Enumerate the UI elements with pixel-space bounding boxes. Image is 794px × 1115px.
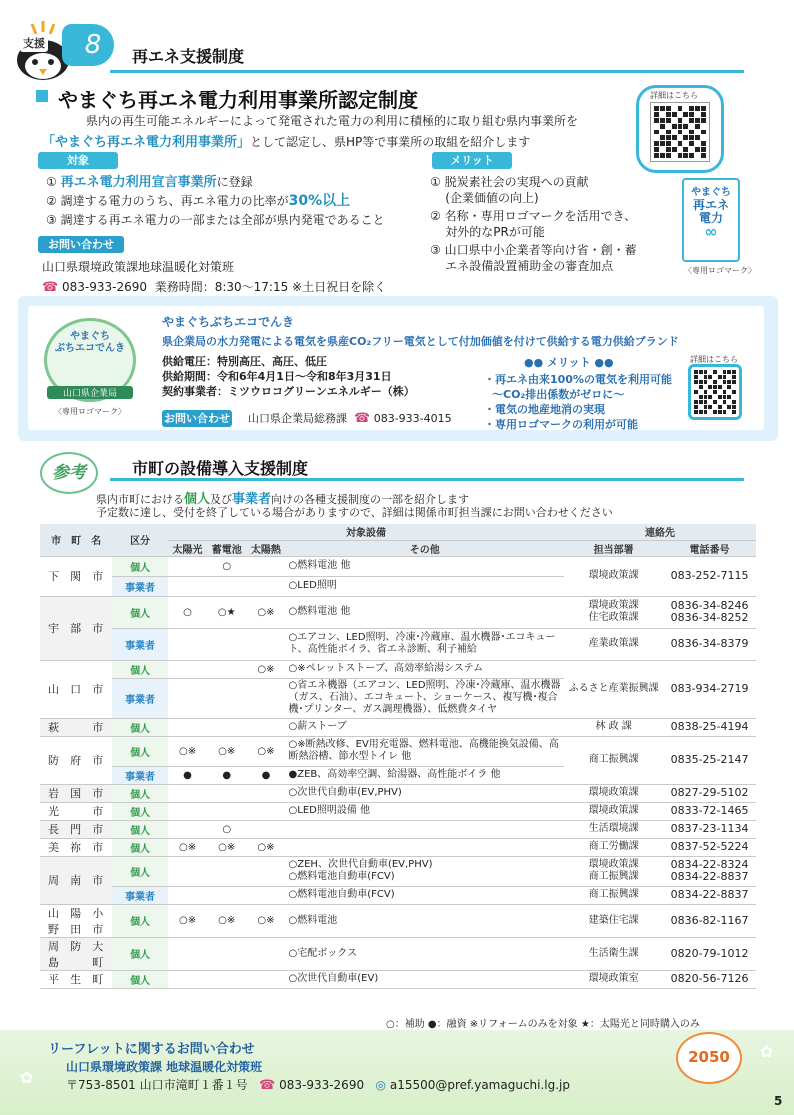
merit-item-2: ② 名称・専用ロゴマークを活用でき、 対外的なPRが可能 bbox=[430, 209, 637, 239]
solar-mark bbox=[168, 678, 207, 718]
solar-mark bbox=[168, 820, 207, 838]
merit-label: メリット bbox=[432, 152, 512, 169]
intro-rest: として認定し、県HP等で事業所の取組を紹介します bbox=[250, 135, 531, 149]
merit-item-1: ① 脱炭素社会の実現への貢献 (企業価値の向上) bbox=[430, 175, 589, 205]
battery-mark bbox=[207, 937, 246, 970]
footer-title: リーフレットに関するお問い合わせ bbox=[48, 1042, 255, 1057]
table-row bbox=[40, 556, 756, 576]
battery-mark: ○ bbox=[207, 556, 246, 576]
eco-logo-caption: 〈専用ロゴマーク〉 bbox=[54, 407, 126, 416]
phone-number: 0820-79-1012 bbox=[663, 937, 756, 970]
solar-heat-mark bbox=[246, 802, 285, 820]
target-item-1: ① 再エネ電力利用宣言事業所に登録 bbox=[46, 175, 253, 190]
flower-icon: ✿ bbox=[760, 1042, 774, 1061]
solar-mark bbox=[168, 718, 207, 736]
phone-number: 083-252-7115 bbox=[663, 556, 756, 596]
table-row bbox=[40, 802, 756, 820]
solar-heat-mark bbox=[246, 886, 285, 904]
page-title: やまぐち再エネ電力利用事業所認定制度 bbox=[58, 88, 418, 112]
battery-mark bbox=[207, 660, 246, 678]
solar-heat-mark: ○※ bbox=[246, 596, 285, 628]
category-cell: 個人 bbox=[112, 596, 168, 628]
solar-heat-mark: ○※ bbox=[246, 736, 285, 766]
th-dept: 担当部署 bbox=[564, 540, 663, 556]
solar-heat-mark: ○※ bbox=[246, 838, 285, 856]
logo-caption: 〈専用ロゴマーク〉 bbox=[684, 266, 756, 275]
battery-mark: ○★ bbox=[207, 596, 246, 628]
solar-mark bbox=[168, 660, 207, 678]
footer-phone[interactable]: 083-933-2690 bbox=[279, 1078, 365, 1092]
mail-icon: ◎ bbox=[375, 1078, 387, 1092]
solar-heat-mark: ● bbox=[246, 766, 285, 784]
city-name: 宇部市 bbox=[40, 596, 112, 660]
battery-mark bbox=[207, 802, 246, 820]
city-name: 美祢市 bbox=[40, 838, 112, 856]
solar-mark bbox=[168, 970, 207, 988]
city-name: 周南市 bbox=[40, 856, 112, 904]
th-battery: 蓄電池 bbox=[207, 540, 246, 556]
table-row bbox=[40, 628, 756, 660]
renewable-logo: やまぐち 再エネ 電力 ∞ bbox=[682, 178, 740, 262]
solar-mark bbox=[168, 576, 207, 596]
solar-mark: ○ bbox=[168, 596, 207, 628]
solar-heat-mark bbox=[246, 556, 285, 576]
battery-mark: ○ bbox=[207, 820, 246, 838]
table-row bbox=[40, 856, 756, 886]
other-equipment: ○燃料電池 他 bbox=[286, 556, 565, 576]
category-cell: 個人 bbox=[112, 736, 168, 766]
reference-note: 予定数に達し、受付を終了している場合がありますので、詳細は関係市町担当課にお問い合わせください bbox=[96, 506, 613, 519]
department: 環境政策課 住宅政策課 bbox=[564, 596, 663, 628]
department: ふるさと産業振興課 bbox=[564, 660, 663, 718]
city-name: 山口市 bbox=[40, 660, 112, 718]
category-cell: 個人 bbox=[112, 970, 168, 988]
solar-mark bbox=[168, 856, 207, 886]
th-city: 市 町 名 bbox=[40, 524, 112, 556]
reference-badge: 参考 bbox=[40, 452, 98, 494]
page-number: 5 bbox=[774, 1094, 783, 1108]
category-cell: 個人 bbox=[112, 904, 168, 937]
intro-text-2 bbox=[42, 131, 530, 150]
phone-number: 0834-22-8837 bbox=[663, 886, 756, 904]
target-item-3: ③ 調達する再エネ電力の一部または全部が県内発電であること bbox=[46, 213, 385, 227]
support-label: 支援 bbox=[20, 34, 48, 52]
solar-mark bbox=[168, 628, 207, 660]
table-row bbox=[40, 886, 756, 904]
other-equipment: ○※断熱改修、EV用充電器、燃料電池、高機能換気設備、高断熱浴槽、節水型トイレ 他 bbox=[286, 736, 565, 766]
table-row bbox=[40, 660, 756, 678]
table-row bbox=[40, 718, 756, 736]
battery-mark: ● bbox=[207, 766, 246, 784]
intro-highlight: 「やまぐち再エネ電力利用事業所」 bbox=[42, 135, 251, 150]
eco-qr-code-icon[interactable] bbox=[688, 364, 742, 420]
inquiry-hours: 業務時間：8:30～17:15 ※土日祝日を除く bbox=[154, 280, 387, 294]
solar-heat-mark bbox=[246, 576, 285, 596]
target-item-2: ② 調達する電力のうち、再エネ電力の比率が30%以上 bbox=[46, 193, 351, 209]
other-equipment: ●ZEB、高効率空調、給湯器、高性能ボイラ 他 bbox=[286, 766, 565, 784]
department: 産業政策課 bbox=[564, 628, 663, 660]
battery-mark bbox=[207, 856, 246, 886]
solar-mark: ○※ bbox=[168, 736, 207, 766]
footer-contact: 〒753-8501 山口市滝町１番１号 ☎ 083-933-2690 ◎ a15500@pref.yamaguchi.lg.jp bbox=[66, 1078, 571, 1093]
table-row bbox=[40, 784, 756, 802]
battery-mark bbox=[207, 628, 246, 660]
department: 建築住宅課 bbox=[564, 904, 663, 937]
battery-mark bbox=[207, 784, 246, 802]
eco-title: やまぐちぶちエコでんき bbox=[162, 315, 295, 329]
department: 環境政策課 bbox=[564, 802, 663, 820]
battery-mark: ○※ bbox=[207, 904, 246, 937]
category-cell: 個人 bbox=[112, 718, 168, 736]
section-title: 再エネ支援制度 bbox=[132, 47, 245, 66]
title-square-icon bbox=[36, 90, 48, 102]
solar-heat-mark: ○※ bbox=[246, 904, 285, 937]
table-row bbox=[40, 970, 756, 988]
solar-mark bbox=[168, 556, 207, 576]
logo-symbol-icon: ∞ bbox=[704, 222, 718, 241]
category-cell: 個人 bbox=[112, 556, 168, 576]
other-equipment: ○次世代自動車(EV,PHV) bbox=[286, 784, 565, 802]
phone-number: 0837-23-1134 bbox=[663, 820, 756, 838]
city-name: 長門市 bbox=[40, 820, 112, 838]
th-heat: 太陽熱 bbox=[246, 540, 285, 556]
category-cell: 事業者 bbox=[112, 678, 168, 718]
city-name: 周防大島町 bbox=[40, 937, 112, 970]
phone-number: 0827-29-5102 bbox=[663, 784, 756, 802]
battery-mark bbox=[207, 718, 246, 736]
th-solar: 太陽光 bbox=[168, 540, 207, 556]
battery-mark bbox=[207, 886, 246, 904]
phone-number: 0834-22-8324 0834-22-8837 bbox=[663, 856, 756, 886]
battery-mark: ○※ bbox=[207, 838, 246, 856]
eco-logo-band: 山口県企業局 bbox=[47, 386, 133, 399]
section-divider bbox=[110, 70, 744, 73]
city-name: 下関市 bbox=[40, 556, 112, 596]
th-tel: 電話番号 bbox=[663, 540, 756, 556]
battery-mark: ○※ bbox=[207, 736, 246, 766]
table-row bbox=[40, 937, 756, 970]
phone-number: 0820-56-7126 bbox=[663, 970, 756, 988]
category-cell: 個人 bbox=[112, 660, 168, 678]
phone-number: 0837-52-5224 bbox=[663, 838, 756, 856]
department: 生活衛生課 bbox=[564, 937, 663, 970]
solar-mark bbox=[168, 886, 207, 904]
department: 生活環境課 bbox=[564, 820, 663, 838]
solar-heat-mark bbox=[246, 718, 285, 736]
city-name: 山陽小野田市 bbox=[40, 904, 112, 937]
phone-number: 083-934-2719 bbox=[663, 660, 756, 718]
th-other: その他 bbox=[286, 540, 565, 556]
category-cell: 個人 bbox=[112, 820, 168, 838]
phone-number: 0836-34-8379 bbox=[663, 628, 756, 660]
solar-mark bbox=[168, 802, 207, 820]
solar-heat-mark bbox=[246, 678, 285, 718]
eco-subtitle: 県企業局の水力発電による電気を県産CO₂フリー電気として付加価値を付けて供給する電力供給ブランド bbox=[162, 335, 679, 348]
city-name: 平生町 bbox=[40, 970, 112, 988]
other-equipment: ○燃料電池 bbox=[286, 904, 565, 937]
inquiry-org: 山口県環境政策課地球温暖化対策班 bbox=[42, 260, 235, 274]
solar-heat-mark bbox=[246, 856, 285, 886]
battery-mark bbox=[207, 970, 246, 988]
department: 林 政 課 bbox=[564, 718, 663, 736]
table-row bbox=[40, 736, 756, 766]
other-equipment: ○省エネ機器（エアコン、LED照明、冷凍･冷蔵庫、温水機器（ガス、石油）、エコキュート、ショーケース、複写機･複合機･プリンター、ガス調理機器）、低燃費タイヤ bbox=[286, 678, 565, 718]
reference-divider bbox=[110, 478, 744, 481]
category-cell: 事業者 bbox=[112, 886, 168, 904]
battery-mark bbox=[207, 576, 246, 596]
table-row bbox=[40, 838, 756, 856]
table-row bbox=[40, 904, 756, 937]
other-equipment: ○ZEH、次世代自動車(EV,PHV) ○燃料電池自動車(FCV) bbox=[286, 856, 565, 886]
solar-mark: ○※ bbox=[168, 838, 207, 856]
footer-email[interactable]: a15500@pref.yamaguchi.lg.jp bbox=[389, 1078, 571, 1092]
solar-heat-mark bbox=[246, 970, 285, 988]
solar-mark: ○※ bbox=[168, 904, 207, 937]
category-cell: 個人 bbox=[112, 838, 168, 856]
city-name: 萩市 bbox=[40, 718, 112, 736]
category-cell: 事業者 bbox=[112, 766, 168, 784]
eco-qr-label: 詳細はこちら bbox=[690, 355, 738, 364]
department: 商工振興課 bbox=[564, 736, 663, 784]
category-cell: 事業者 bbox=[112, 628, 168, 660]
support-number-badge: 8 bbox=[62, 24, 114, 66]
battery-mark bbox=[207, 678, 246, 718]
other-equipment bbox=[286, 820, 565, 838]
solar-heat-mark: ○※ bbox=[246, 660, 285, 678]
department: 環境政策室 bbox=[564, 970, 663, 988]
category-cell: 事業者 bbox=[112, 576, 168, 596]
inquiry-block bbox=[42, 258, 386, 295]
reference-title: 市町の設備導入支援制度 bbox=[132, 459, 309, 478]
inquiry-label: お問い合わせ bbox=[38, 236, 124, 253]
other-equipment: ○燃料電池 他 bbox=[286, 596, 565, 628]
footer-org: 山口県環境政策課 地球温暖化対策班 bbox=[66, 1060, 263, 1074]
department: 環境政策課 bbox=[564, 784, 663, 802]
department: 商工振興課 bbox=[564, 886, 663, 904]
other-equipment: ○薪ストーブ bbox=[286, 718, 565, 736]
phone-number: 0836-34-8246 0836-34-8252 bbox=[663, 596, 756, 628]
merit-item-3: ③ 山口県中小企業者等向け省・創・蓄 エネ設備設置補助金の審査加点 bbox=[430, 243, 637, 273]
reference-intro: 県内市町における個人及び事業者向けの各種支援制度の一部を紹介します bbox=[96, 492, 470, 507]
other-equipment: ○LED照明 bbox=[286, 576, 565, 596]
subsidy-table bbox=[40, 524, 756, 989]
th-taisho: 対象設備 bbox=[168, 524, 564, 540]
phone-number: 0836-82-1167 bbox=[663, 904, 756, 937]
solar-mark bbox=[168, 937, 207, 970]
carbon-neutral-emblem: 2050 bbox=[676, 1032, 742, 1084]
other-equipment: ○LED照明設備 他 bbox=[286, 802, 565, 820]
eco-specs: 供給電圧：特別高圧、高圧、低圧 供給期間：令和6年4月1日～令和8年3月31日 契約事業者：ミツウロコグリーンエネルギー（株） bbox=[162, 355, 415, 398]
city-name: 光市 bbox=[40, 802, 112, 820]
phone-icon: ☎ bbox=[42, 280, 59, 295]
table-row bbox=[40, 596, 756, 628]
eco-merit-heading: ●● メリット ●● bbox=[524, 356, 614, 369]
category-cell: 個人 bbox=[112, 937, 168, 970]
department: 商工労働課 bbox=[564, 838, 663, 856]
solar-mark: ● bbox=[168, 766, 207, 784]
target-label: 対象 bbox=[38, 152, 118, 169]
th-renraku: 連絡先 bbox=[564, 524, 756, 540]
intro-text: 県内の再生可能エネルギーによって発電された電力の利用に積極的に取り組む県内事業所を bbox=[86, 114, 579, 128]
city-name: 防府市 bbox=[40, 736, 112, 784]
phone-number: 0835-25-2147 bbox=[663, 736, 756, 784]
solar-heat-mark bbox=[246, 937, 285, 970]
eco-denki-logo: やまぐち ぶちエコでんき bbox=[44, 318, 136, 402]
phone-number: 0838-25-4194 bbox=[663, 718, 756, 736]
department: 環境政策課 商工振興課 bbox=[564, 856, 663, 886]
phone-number: 0833-72-1465 bbox=[663, 802, 756, 820]
eco-phone[interactable]: 083-933-4015 bbox=[373, 412, 452, 425]
category-cell: 個人 bbox=[112, 802, 168, 820]
eco-inquiry-label: お問い合わせ bbox=[164, 412, 230, 425]
phone-icon: ☎ bbox=[259, 1078, 276, 1093]
table-row bbox=[40, 820, 756, 838]
eco-merit-list: ・再エネ由来100%の電気を利用可能 〜CO₂排出係数がゼロに〜 ・電気の地産地消の実現 ・専用ロゴマークの利用が可能 bbox=[484, 373, 672, 431]
phone-icon: ☎ bbox=[354, 411, 371, 426]
city-name: 岩国市 bbox=[40, 784, 112, 802]
qr-label: 詳細はこちら bbox=[650, 91, 698, 100]
other-equipment: ○※ペレットストーブ、高効率給湯システム bbox=[286, 660, 565, 678]
flower-icon: ✿ bbox=[20, 1068, 34, 1087]
department: 環境政策課 bbox=[564, 556, 663, 596]
qr-code-icon[interactable] bbox=[650, 102, 710, 162]
inquiry-phone[interactable]: 083-933-2690 bbox=[62, 280, 148, 294]
other-equipment bbox=[286, 838, 565, 856]
other-equipment: ○燃料電池自動車(FCV) bbox=[286, 886, 565, 904]
other-equipment: ○次世代自動車(EV) bbox=[286, 970, 565, 988]
solar-mark bbox=[168, 784, 207, 802]
table-legend: ○：補助 ●：融資 ※リフォームのみを対象 ★：太陽光と同時購入のみ bbox=[386, 1019, 700, 1030]
category-cell: 個人 bbox=[112, 784, 168, 802]
solar-heat-mark bbox=[246, 628, 285, 660]
solar-heat-mark bbox=[246, 784, 285, 802]
category-cell: 個人 bbox=[112, 856, 168, 886]
th-kubun: 区分 bbox=[112, 524, 168, 556]
other-equipment: ○エアコン、LED照明、冷凍･冷蔵庫、温水機器･エコキュート、高性能ボイラ、省エネ診断、利子補給 bbox=[286, 628, 565, 660]
solar-heat-mark bbox=[246, 820, 285, 838]
eco-contact: 山口県企業局総務課 ☎ 083-933-4015 bbox=[248, 411, 452, 426]
other-equipment: ○宅配ボックス bbox=[286, 937, 565, 970]
